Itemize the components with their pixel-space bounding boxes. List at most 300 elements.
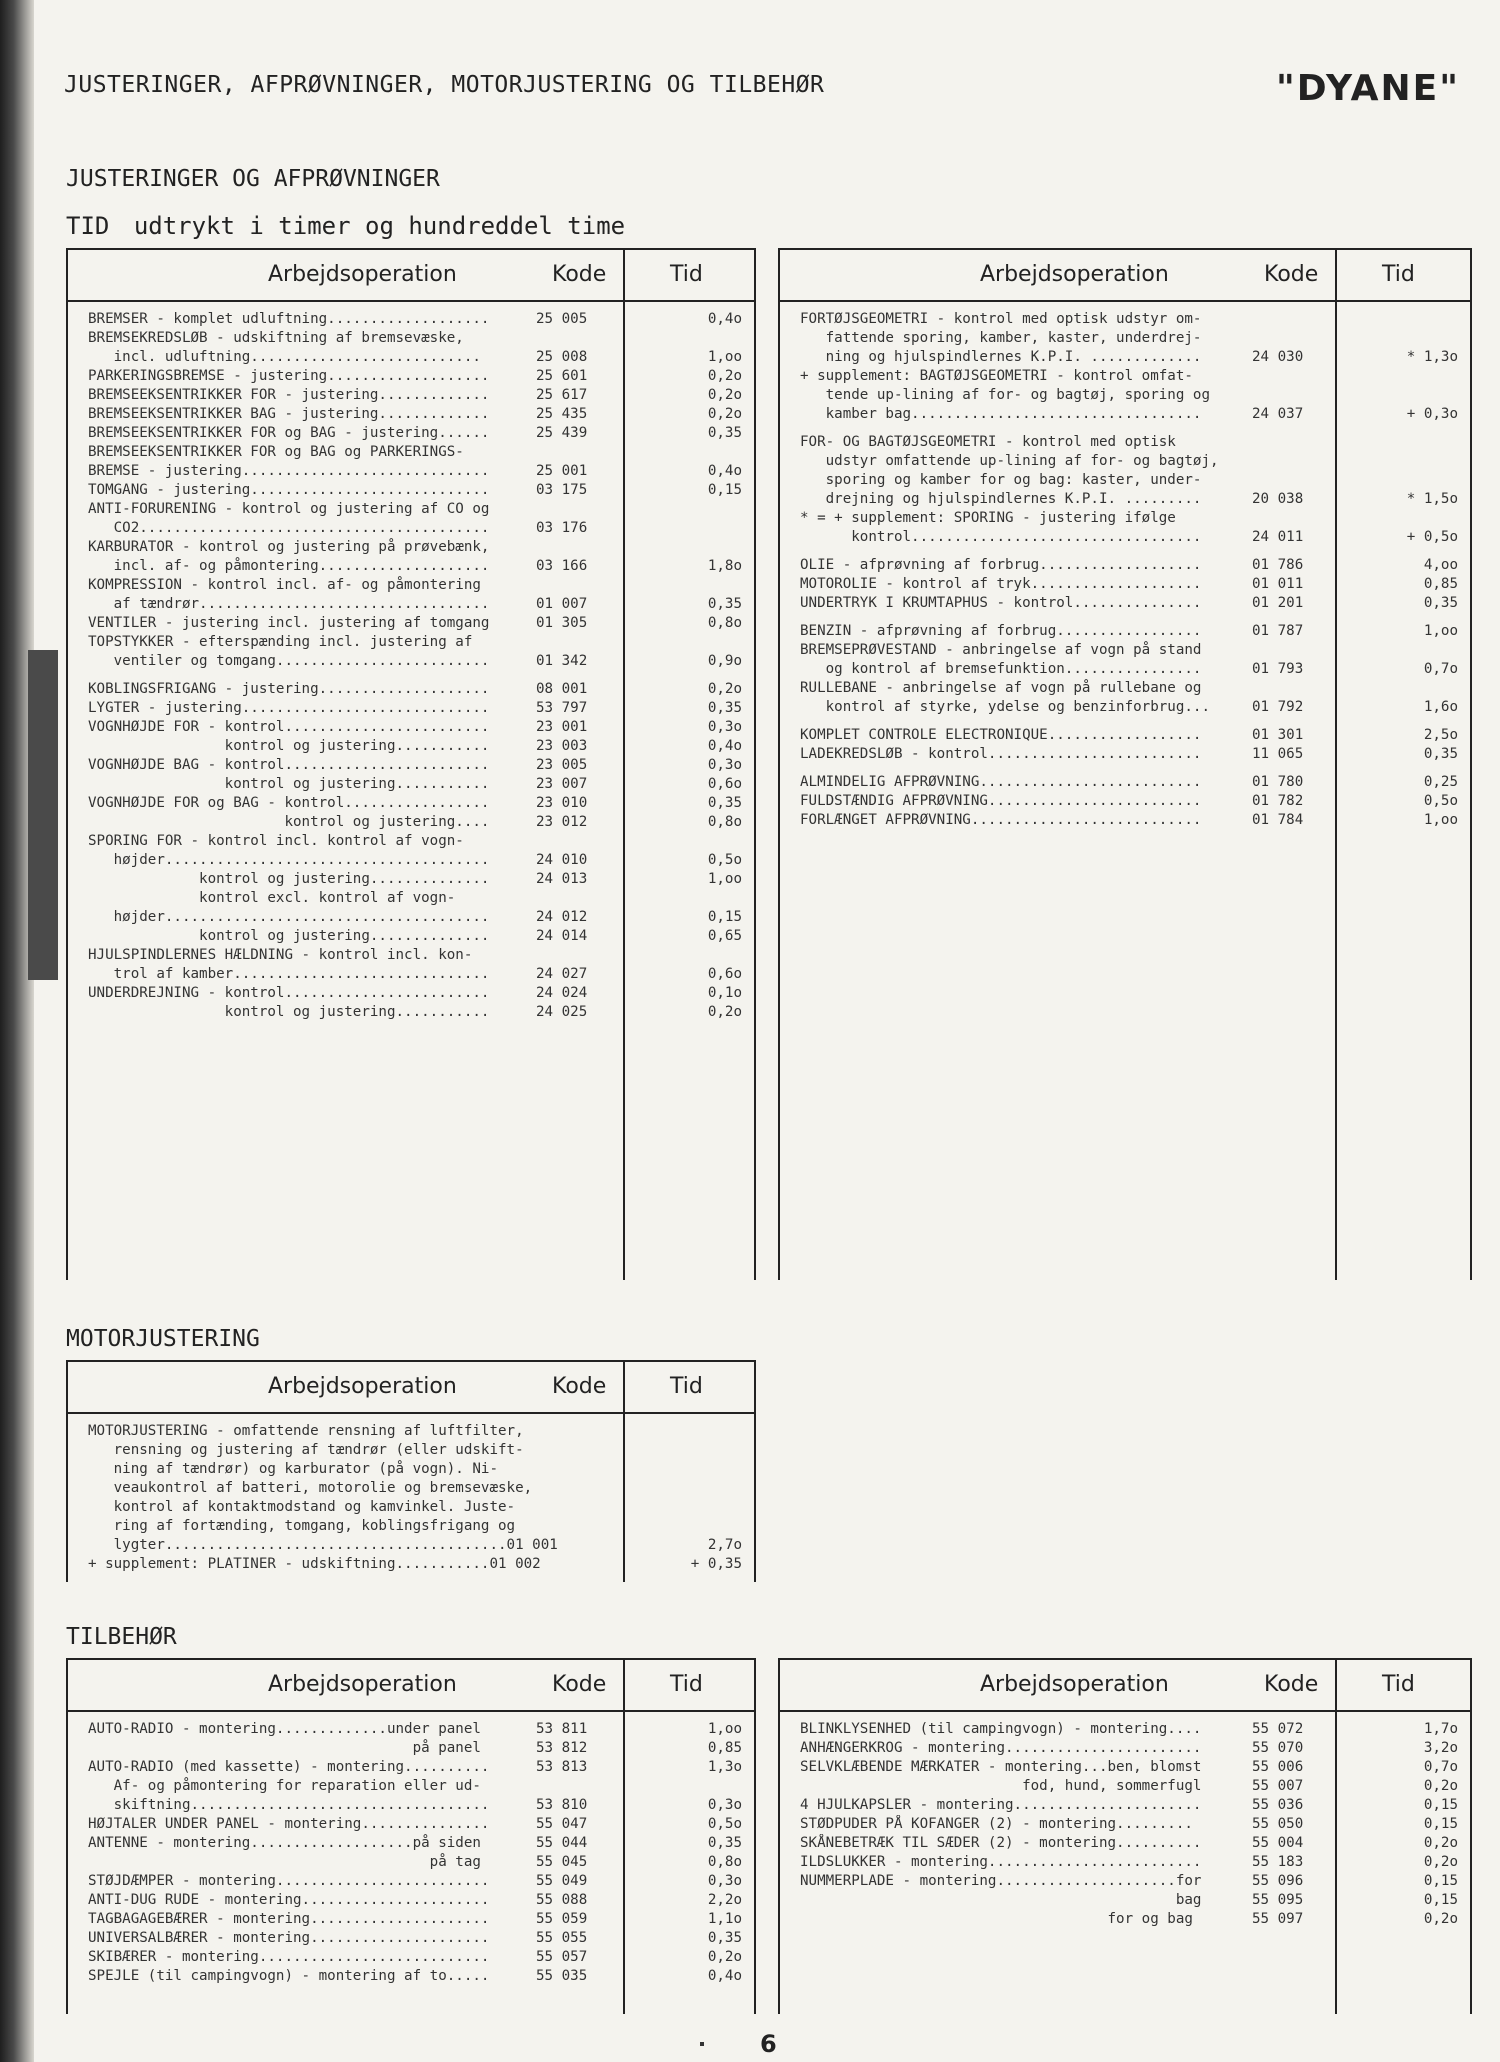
cell-code: 20 038: [1252, 491, 1304, 507]
cell-op: rensning og justering af tændrør (eller udskift-: [88, 1442, 524, 1458]
rows-motor: [68, 1422, 754, 1574]
cell-code: 23 005: [536, 757, 588, 773]
row-spacer: [780, 717, 1470, 726]
cell-op: KOMPLET CONTROLE ELECTRONIQUE..................: [800, 727, 1202, 743]
col-header-code: Kode: [552, 1672, 607, 1697]
table-row: [780, 1891, 1470, 1910]
cell-code: [536, 633, 612, 652]
table-justering-left: [66, 248, 756, 1280]
cell-op: Af- og påmontering for reparation eller ud-: [88, 1778, 481, 1794]
table-row: [780, 679, 1470, 698]
cell-code: 01 784: [1252, 812, 1304, 828]
table-row: [68, 756, 754, 775]
cell-time: 0,5o: [1423, 793, 1458, 809]
cell-time: 0,65: [707, 928, 742, 944]
cell-code: 01 787: [1252, 623, 1304, 639]
cell-time: 0,35: [707, 1930, 742, 1946]
cell-code: 55 095: [1252, 1892, 1304, 1908]
cell-code: 53 810: [536, 1797, 588, 1813]
cell-time: 0,2o: [1423, 1778, 1458, 1794]
cell-code: 01 786: [1252, 557, 1304, 573]
table-row: [68, 870, 754, 889]
cell-time: [612, 1498, 754, 1517]
table-row: [68, 965, 754, 984]
cell-op: LYGTER - justering.............................: [88, 700, 490, 716]
table-row: [780, 1834, 1470, 1853]
cell-op: højder......................................: [88, 852, 490, 868]
cell-op: udstyr omfattende up-lining af for- og bagtøj,: [800, 453, 1219, 469]
table-row: [780, 575, 1470, 594]
cell-op: TOPSTYKKER - efterspænding incl. justering af: [88, 634, 473, 650]
cell-code: [536, 832, 612, 851]
cell-time: 0,15: [1423, 1892, 1458, 1908]
col-header-code: Kode: [552, 262, 607, 287]
cell-code: 55 183: [1252, 1854, 1304, 1870]
cell-code: 23 010: [536, 795, 588, 811]
cell-code: 23 012: [536, 814, 588, 830]
cell-time: 0,8o: [707, 615, 742, 631]
cell-code: [536, 443, 612, 462]
col-header-time: Tid: [1382, 262, 1415, 287]
cell-op: PARKERINGSBREMSE - justering...................: [88, 368, 490, 384]
cell-time: 0,15: [707, 482, 742, 498]
cell-code: 23 007: [536, 776, 588, 792]
cell-time: 0,8o: [707, 1854, 742, 1870]
row-spacer: [780, 764, 1470, 773]
cell-code: 03 166: [536, 558, 588, 574]
cell-code: [1252, 641, 1328, 660]
cell-code: [1252, 452, 1328, 471]
cell-time: 2,2o: [707, 1892, 742, 1908]
cell-op: incl. udluftning...........................: [88, 349, 481, 365]
table-row: [780, 471, 1470, 490]
cell-time: 0,15: [1423, 1797, 1458, 1813]
cell-op: sporing og kamber for og bag: kaster, under-: [800, 472, 1202, 488]
cell-code: 55 097: [1252, 1911, 1304, 1927]
col-header-op: Arbejdsoperation: [268, 1374, 457, 1399]
table-row: [780, 310, 1470, 329]
cell-time: 0,2o: [707, 406, 742, 422]
section-title-justering: JUSTERINGER OG AFPRØVNINGER: [66, 166, 440, 192]
table-header: [780, 250, 1470, 302]
cell-op: kontrol og justering...........: [88, 776, 490, 792]
table-row: [68, 1796, 754, 1815]
cell-time: 0,85: [707, 1740, 742, 1756]
cell-op: kontrol og justering..............: [88, 871, 490, 887]
cell-code: 53 797: [536, 700, 588, 716]
table-row: [68, 889, 754, 908]
table-row: [68, 500, 754, 519]
cell-code: [1252, 386, 1328, 405]
cell-code: 24 027: [536, 966, 588, 982]
table-row: [780, 528, 1470, 547]
cell-time: 0,6o: [707, 776, 742, 792]
table-row: [68, 481, 754, 500]
cell-time: [612, 832, 754, 851]
table-row: [68, 1498, 754, 1517]
cell-op: ILDSLUKKER - montering.........................: [800, 1854, 1202, 1870]
cell-time: 0,15: [1423, 1873, 1458, 1889]
cell-code: 55 007: [1252, 1778, 1304, 1794]
cell-time: * 1,5o: [1406, 491, 1458, 507]
cell-code: 25 435: [536, 406, 588, 422]
table-row: [780, 660, 1470, 679]
cell-code: 55 050: [1252, 1816, 1304, 1832]
cell-time: 0,2o: [1423, 1835, 1458, 1851]
table-row: [68, 519, 754, 538]
table-row: [68, 1758, 754, 1777]
cell-op: ANTI-FORURENING - kontrol og justering af CO og: [88, 501, 490, 517]
table-row: [68, 329, 754, 348]
cell-op: + supplement: BAGTØJSGEOMETRI - kontrol omfat-: [800, 368, 1193, 384]
cell-code: 53 812: [536, 1740, 588, 1756]
cell-op: ning og hjulspindlernes K.P.I. .............: [800, 349, 1202, 365]
table-row: [780, 490, 1470, 509]
cell-time: 0,6o: [707, 966, 742, 982]
table-row: [68, 1872, 754, 1891]
table-row: [68, 1739, 754, 1758]
cell-op: kontrol og justering...........: [88, 1004, 490, 1020]
cell-code: 55 096: [1252, 1873, 1304, 1889]
table-row: [68, 462, 754, 481]
cell-code: [1252, 679, 1328, 698]
cell-time: 1,oo: [1423, 623, 1458, 639]
table-row: [68, 794, 754, 813]
table-row: [68, 1003, 754, 1022]
table-row: [780, 367, 1470, 386]
cell-time: 2,5o: [1423, 727, 1458, 743]
col-header-time: Tid: [670, 262, 703, 287]
table-row: [780, 433, 1470, 452]
table-row: [780, 594, 1470, 613]
table-row: [780, 1796, 1470, 1815]
cell-time: [612, 329, 754, 348]
table-row: [68, 1517, 754, 1536]
cell-op: NUMMERPLADE - montering.....................for: [800, 1873, 1202, 1889]
table-row: [68, 908, 754, 927]
table-tilbehor-right: [778, 1658, 1472, 2014]
cell-op: VOGNHØJDE FOR og BAG - kontrol.................: [88, 795, 490, 811]
cell-op: KOBLINGSFRIGANG - justering....................: [88, 681, 490, 697]
cell-op: BREMSEEKSENTRIKKER FOR - justering.............: [88, 387, 490, 403]
col-header-time: Tid: [1382, 1672, 1415, 1697]
cell-op: MOTORJUSTERING - omfattende rensning af luftfilter,: [88, 1423, 524, 1439]
cell-time: 4,oo: [1423, 557, 1458, 573]
cell-time: 1,oo: [707, 871, 742, 887]
cell-time: 0,2o: [707, 1004, 742, 1020]
cell-time: + 0,35: [690, 1556, 742, 1572]
cell-time: [612, 1422, 754, 1441]
cell-op: skiftning...................................: [88, 1797, 490, 1813]
cell-op: kontrol..................................: [800, 529, 1202, 545]
table-row: [780, 622, 1470, 641]
table-row: [780, 792, 1470, 811]
cell-code: 24 037: [1252, 406, 1304, 422]
cell-op: BREMSEEKSENTRIKKER BAG - justering.............: [88, 406, 490, 422]
cell-op: BENZIN - afprøvning af forbrug.................: [800, 623, 1202, 639]
table-justering-right: [778, 248, 1472, 1280]
cell-time: 0,25: [1423, 774, 1458, 790]
cell-op: UNIVERSALBÆRER - montering.....................: [88, 1930, 490, 1946]
subtitle-text: udtrykt i timer og hundreddel time: [133, 212, 626, 240]
table-row: [780, 698, 1470, 717]
table-row: [68, 1720, 754, 1739]
cell-time: 3,2o: [1423, 1740, 1458, 1756]
cell-time: 0,4o: [707, 1968, 742, 1984]
cell-time: + 0,3o: [1406, 406, 1458, 422]
table-row: [68, 718, 754, 737]
cell-op: ANTI-DUG RUDE - montering......................: [88, 1892, 490, 1908]
rows-tilbehor-right: [780, 1720, 1470, 1929]
cell-time: [612, 1479, 754, 1498]
cell-op: + supplement: PLATINER - udskiftning...........01 002: [88, 1556, 541, 1572]
table-row: [68, 699, 754, 718]
table-row: [68, 443, 754, 462]
cell-code: 01 780: [1252, 774, 1304, 790]
cell-time: 1,oo: [707, 1721, 742, 1737]
cell-time: 0,2o: [1423, 1854, 1458, 1870]
table-row: [68, 614, 754, 633]
cell-code: 55 047: [536, 1816, 588, 1832]
cell-code: 55 004: [1252, 1835, 1304, 1851]
cell-op: FULDSTÆNDIG AFPRØVNING.........................: [800, 793, 1202, 809]
cell-code: 24 011: [1252, 529, 1304, 545]
cell-time: [1328, 329, 1470, 348]
cell-op: kontrol og justering....: [88, 814, 490, 830]
cell-time: 0,7o: [1423, 1759, 1458, 1775]
cell-code: [536, 576, 612, 595]
cell-time: [612, 1441, 754, 1460]
cell-op: ANTENNE - montering...................på siden: [88, 1835, 481, 1851]
cell-time: 0,2o: [707, 1949, 742, 1965]
cell-code: 01 782: [1252, 793, 1304, 809]
cell-code: 53 813: [536, 1759, 588, 1775]
cell-op: BREMSEEKSENTRIKKER FOR og BAG - justering......: [88, 425, 490, 441]
cell-code: 01 011: [1252, 576, 1304, 592]
cell-op: veaukontrol af batteri, motorolie og bremsevæske,: [88, 1480, 533, 1496]
cell-op: fattende sporing, kamber, kaster, underdrej-: [800, 330, 1202, 346]
table-row: [68, 386, 754, 405]
cell-code: 55 070: [1252, 1740, 1304, 1756]
table-row: [68, 680, 754, 699]
cell-op: kontrol excl. kontrol af vogn-: [88, 890, 456, 906]
rows-tilbehor-left: [68, 1720, 754, 1986]
cell-time: 0,7o: [1423, 661, 1458, 677]
cell-op: UNDERTRYK I KRUMTAPHUS - kontrol...............: [800, 595, 1202, 611]
cell-op: STØJDÆMPER - montering.........................: [88, 1873, 490, 1889]
cell-time: 0,35: [1423, 746, 1458, 762]
cell-op: HJULSPINDLERNES HÆLDNING - kontrol incl. kon-: [88, 947, 473, 963]
cell-time: [612, 538, 754, 557]
cell-code: 24 010: [536, 852, 588, 868]
cell-op: SPORING FOR - kontrol incl. kontrol af vogn-: [88, 833, 464, 849]
cell-op: SKIBÆRER - montering...........................: [88, 1949, 490, 1965]
cell-op: KARBURATOR - kontrol og justering på prøvebænk,: [88, 539, 490, 555]
table-header: [68, 1362, 754, 1414]
table-row: [68, 1815, 754, 1834]
cell-time: [1328, 386, 1470, 405]
cell-op: * = + supplement: SPORING - justering ifølge: [800, 510, 1176, 526]
cell-time: 0,2o: [707, 368, 742, 384]
cell-time: 0,35: [707, 795, 742, 811]
cell-time: 1,7o: [1423, 1721, 1458, 1737]
cell-time: 0,2o: [1423, 1911, 1458, 1927]
cell-time: 0,2o: [707, 387, 742, 403]
cell-time: [612, 1777, 754, 1796]
rows-justering-left: [68, 310, 754, 1022]
table-row: [780, 1853, 1470, 1872]
cell-op: af tændrør..................................: [88, 596, 490, 612]
cell-time: [1328, 310, 1470, 329]
cell-op: BREMSEEKSENTRIKKER FOR og BAG og PARKERINGS-: [88, 444, 464, 460]
cell-code: 24 013: [536, 871, 588, 887]
cell-time: 0,35: [707, 425, 742, 441]
cell-op: ring af fortænding, tomgang, koblingsfrigang og: [88, 1518, 516, 1534]
cell-code: 55 006: [1252, 1759, 1304, 1775]
cell-op: MOTOROLIE - kontrol af tryk....................: [800, 576, 1202, 592]
cell-time: [612, 1517, 754, 1536]
col-header-time: Tid: [670, 1374, 703, 1399]
cell-code: [536, 946, 612, 965]
cell-code: 53 811: [536, 1721, 588, 1737]
cell-time: [612, 576, 754, 595]
cell-op: lygter........................................01 001: [88, 1537, 558, 1553]
page-number: 6: [760, 2030, 777, 2058]
cell-code: 01 305: [536, 615, 588, 631]
cell-code: 55 045: [536, 1854, 588, 1870]
cell-op: HØJTALER UNDER PANEL - montering...............: [88, 1816, 490, 1832]
cell-op: RULLEBANE - anbringelse af vogn på rullebane og: [800, 680, 1202, 696]
cell-code: [1252, 329, 1328, 348]
cell-time: 1,oo: [1423, 812, 1458, 828]
table-row: [780, 1720, 1470, 1739]
cell-code: 01 792: [1252, 699, 1304, 715]
col-header-op: Arbejdsoperation: [268, 1672, 457, 1697]
row-spacer: [780, 613, 1470, 622]
cell-op: TOMGANG - justering............................: [88, 482, 490, 498]
table-row: [68, 595, 754, 614]
row-spacer: [780, 547, 1470, 556]
cell-code: 24 030: [1252, 349, 1304, 365]
cell-code: [536, 500, 612, 519]
cell-code: 01 793: [1252, 661, 1304, 677]
cell-code: 25 005: [536, 311, 588, 327]
cell-time: 1,3o: [707, 1759, 742, 1775]
cell-op: STØDPUDER PÅ KOFANGER (2) - montering.........: [800, 1816, 1193, 1832]
table-row: [68, 1929, 754, 1948]
cell-code: 55 035: [536, 1968, 588, 1984]
cell-code: 01 342: [536, 653, 588, 669]
cell-time: [612, 946, 754, 965]
cell-time: 1,6o: [1423, 699, 1458, 715]
cell-op: BREMSEPRØVESTAND - anbringelse af vogn på stand: [800, 642, 1202, 658]
cell-op: AUTO-RADIO - montering.............under panel: [88, 1721, 481, 1737]
cell-time: [1328, 452, 1470, 471]
cell-code: 55 072: [1252, 1721, 1304, 1737]
table-row: [68, 652, 754, 671]
cell-op: ning af tændrør) og karburator (på vogn). Ni-: [88, 1461, 498, 1477]
cell-time: 0,2o: [707, 681, 742, 697]
cell-time: 0,15: [707, 909, 742, 925]
cell-op: ventiler og tomgang.........................: [88, 653, 490, 669]
cell-code: 55 088: [536, 1892, 588, 1908]
cell-time: [612, 443, 754, 462]
cell-op: 4 HJULKAPSLER - montering......................: [800, 1797, 1202, 1813]
table-row: [68, 405, 754, 424]
table-row: [68, 557, 754, 576]
cell-time: 0,4o: [707, 311, 742, 327]
cell-code: 03 176: [536, 520, 588, 536]
cell-code: 55 057: [536, 1949, 588, 1965]
table-row: [68, 1441, 754, 1460]
section-title-motor: MOTORJUSTERING: [66, 1326, 260, 1352]
table-row: [68, 946, 754, 965]
cell-time: 0,35: [707, 596, 742, 612]
table-row: [780, 1815, 1470, 1834]
table-row: [780, 556, 1470, 575]
table-row: [68, 424, 754, 443]
table-tilbehor-left: [66, 1658, 756, 2014]
cell-op: VOGNHØJDE BAG - kontrol........................: [88, 757, 490, 773]
cell-op: ALMINDELIG AFPRØVNING..........................: [800, 774, 1202, 790]
section-title-tilbehor: TILBEHØR: [66, 1624, 177, 1650]
cell-op: trol af kamber..............................: [88, 966, 490, 982]
cell-code: [1252, 310, 1328, 329]
cell-time: 1,oo: [707, 349, 742, 365]
cell-code: [1252, 433, 1328, 452]
col-header-op: Arbejdsoperation: [980, 262, 1169, 287]
cell-op: SPEJLE (til campingvogn) - montering af to.....: [88, 1968, 490, 1984]
cell-time: 0,15: [1423, 1816, 1458, 1832]
cell-code: [1252, 509, 1328, 528]
cell-time: 0,85: [1423, 576, 1458, 592]
table-row: [68, 737, 754, 756]
col-header-time: Tid: [670, 1672, 703, 1697]
table-row: [68, 1853, 754, 1872]
cell-code: 23 003: [536, 738, 588, 754]
cell-op: LADEKREDSLØB - kontrol.........................: [800, 746, 1202, 762]
cell-code: 24 014: [536, 928, 588, 944]
cell-time: 0,5o: [707, 852, 742, 868]
cell-op: VENTILER - justering incl. justering af tomgang: [88, 615, 490, 631]
cell-code: 01 301: [1252, 727, 1304, 743]
table-row: [780, 509, 1470, 528]
cell-op: FORLÆNGET AFPRØVNING...........................: [800, 812, 1202, 828]
cell-time: 0,35: [707, 1835, 742, 1851]
cell-op: ANHÆNGERKROG - montering.......................: [800, 1740, 1202, 1756]
cell-code: 55 044: [536, 1835, 588, 1851]
table-row: [780, 641, 1470, 660]
cell-code: [536, 329, 612, 348]
table-row: [68, 1479, 754, 1498]
cell-code: 24 025: [536, 1004, 588, 1020]
cell-time: [1328, 367, 1470, 386]
cell-code: [1252, 367, 1328, 386]
cell-time: 0,3o: [707, 1797, 742, 1813]
cell-time: [612, 519, 754, 538]
table-row: [68, 367, 754, 386]
table-row: [68, 1536, 754, 1555]
table-row: [68, 1422, 754, 1441]
cell-op: kontrol og justering..............: [88, 928, 490, 944]
page-header-title: JUSTERINGER, AFPRØVNINGER, MOTORJUSTERING OG TILBEHØR: [64, 72, 825, 98]
table-row: [780, 329, 1470, 348]
table-motorjustering: [66, 1360, 756, 1582]
scan-binding-edge: [0, 0, 34, 2062]
col-header-code: Kode: [1264, 262, 1319, 287]
cell-code: 55 059: [536, 1911, 588, 1927]
cell-op: BREMSER - komplet udluftning...................: [88, 311, 490, 327]
